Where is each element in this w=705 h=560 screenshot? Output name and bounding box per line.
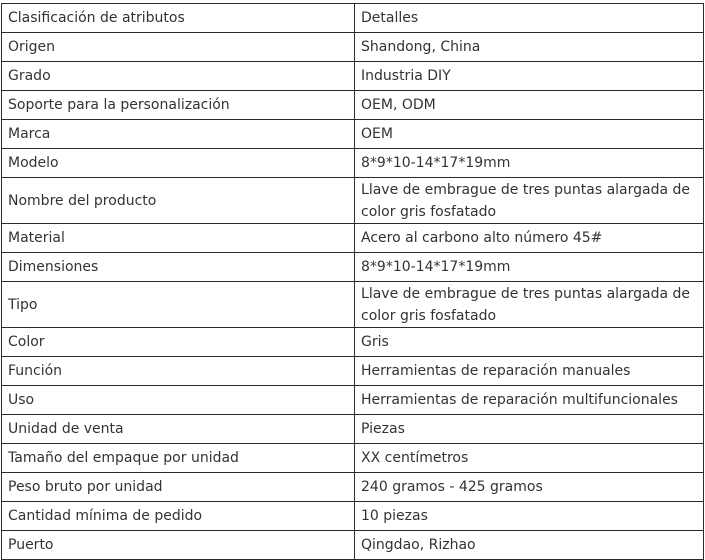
attribute-cell: Marca [2, 120, 355, 149]
table-row [2, 178, 704, 224]
table-row [2, 415, 704, 444]
table-row [2, 33, 704, 62]
table-row [2, 62, 704, 91]
header-attribute-cell: Clasificación de atributos [2, 4, 355, 33]
attribute-cell: Origen [2, 33, 355, 62]
attribute-cell: Soporte para la personalización [2, 91, 355, 120]
table-header-row [2, 4, 704, 33]
table-row [2, 253, 704, 282]
attribute-cell: Cantidad mínima de pedido [2, 502, 355, 531]
table-row [2, 502, 704, 531]
details-cell: OEM, ODM [355, 91, 704, 120]
attribute-cell: Puerto [2, 531, 355, 560]
details-cell: Piezas [355, 415, 704, 444]
attribute-cell: Función [2, 357, 355, 386]
details-cell: Llave de embrague de tres puntas alargada de color gris fosfatado [355, 282, 704, 328]
table-row [2, 120, 704, 149]
table-row [2, 224, 704, 253]
details-cell: Qingdao, Rizhao [355, 531, 704, 560]
product-specs-table [1, 3, 704, 560]
table-row [2, 91, 704, 120]
attribute-cell: Tamaño del empaque por unidad [2, 444, 355, 473]
details-cell: Llave de embrague de tres puntas alargada de color gris fosfatado [355, 178, 704, 224]
details-cell: OEM [355, 120, 704, 149]
attribute-cell: Grado [2, 62, 355, 91]
details-cell: 10 piezas [355, 502, 704, 531]
attribute-cell: Material [2, 224, 355, 253]
details-cell: XX centímetros [355, 444, 704, 473]
attribute-cell: Modelo [2, 149, 355, 178]
details-cell: Shandong, China [355, 33, 704, 62]
table-row [2, 386, 704, 415]
table-row [2, 328, 704, 357]
attribute-cell: Color [2, 328, 355, 357]
attribute-cell: Nombre del producto [2, 178, 355, 224]
table-row [2, 149, 704, 178]
attribute-cell: Dimensiones [2, 253, 355, 282]
table-row [2, 444, 704, 473]
attribute-cell: Tipo [2, 282, 355, 328]
table-row [2, 357, 704, 386]
details-cell: Herramientas de reparación multifuncionales [355, 386, 704, 415]
attribute-cell: Uso [2, 386, 355, 415]
table-row [2, 531, 704, 560]
header-details-cell: Detalles [355, 4, 704, 33]
details-cell: Gris [355, 328, 704, 357]
details-cell: Acero al carbono alto número 45# [355, 224, 704, 253]
details-cell: Industria DIY [355, 62, 704, 91]
attribute-cell: Unidad de venta [2, 415, 355, 444]
table-row [2, 282, 704, 328]
details-cell: 240 gramos - 425 gramos [355, 473, 704, 502]
attribute-cell: Peso bruto por unidad [2, 473, 355, 502]
details-cell: 8*9*10-14*17*19mm [355, 149, 704, 178]
details-cell: Herramientas de reparación manuales [355, 357, 704, 386]
table-row [2, 473, 704, 502]
details-cell: 8*9*10-14*17*19mm [355, 253, 704, 282]
